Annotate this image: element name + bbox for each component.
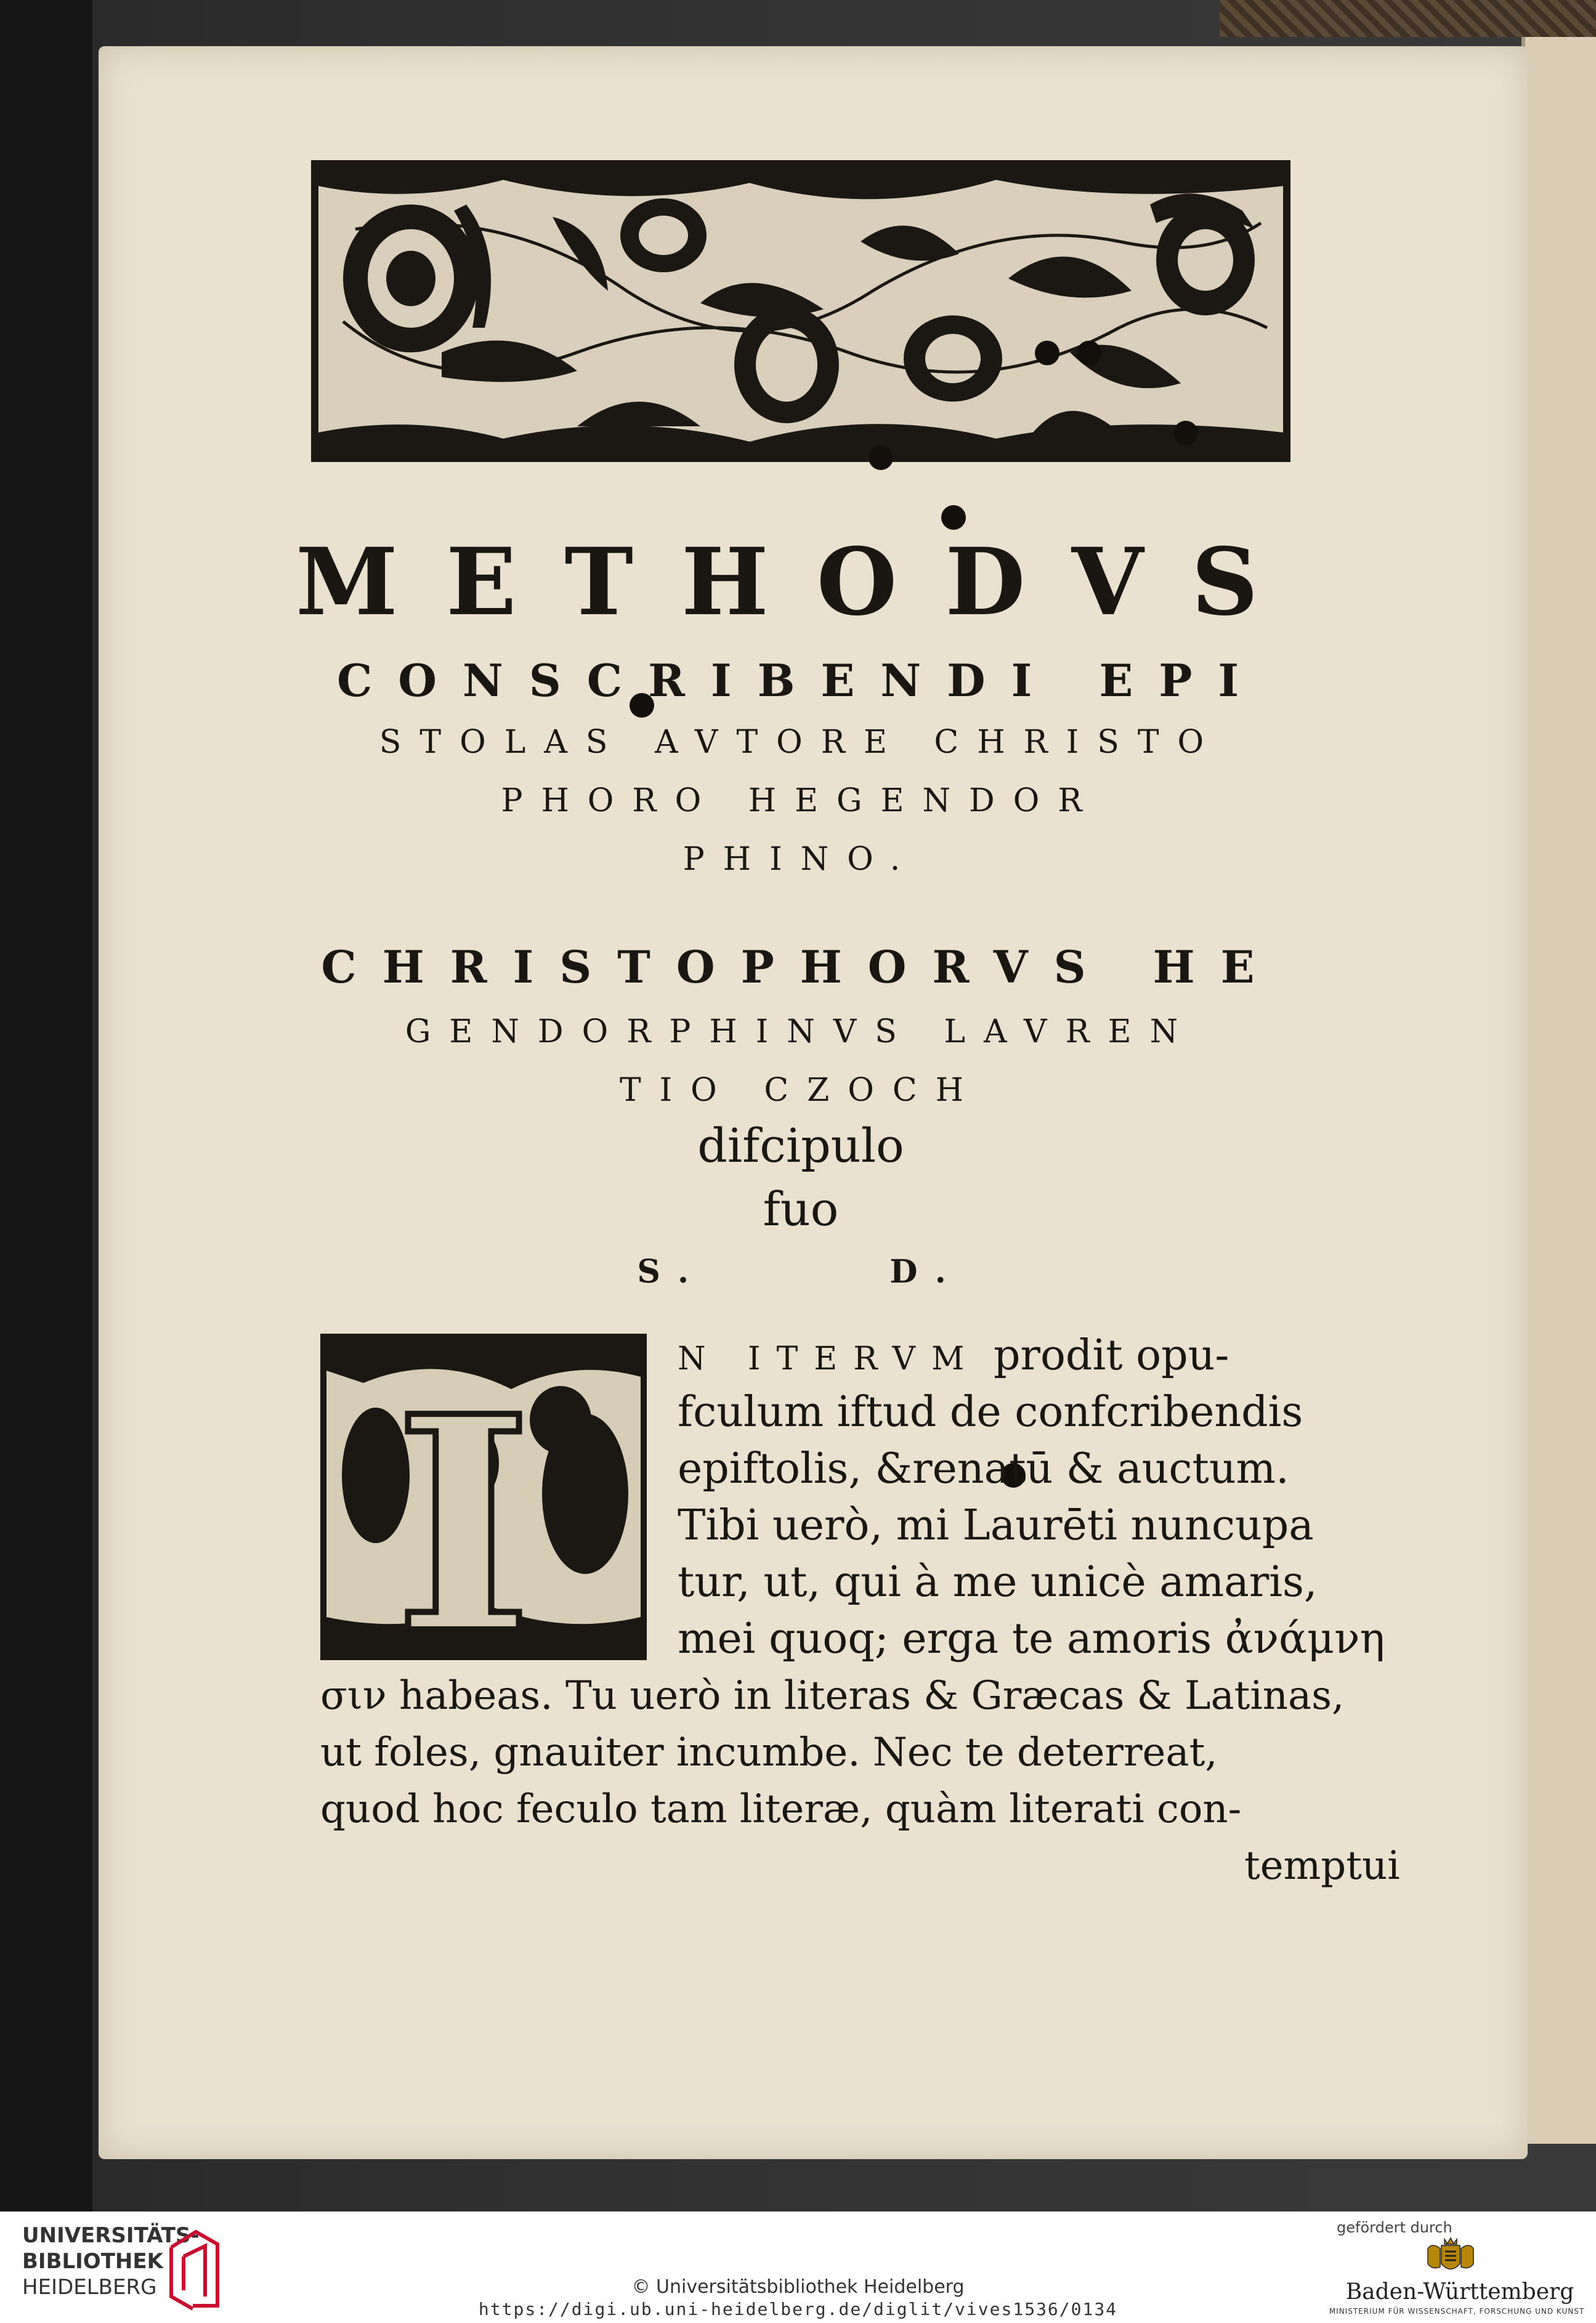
copyright-notice: © Universitätsbibliothek Heidelberg [631, 2276, 965, 2298]
library-name-line-3: HEIDELBERG [22, 2275, 157, 2300]
title-line-3: STOLAS AVTORE CHRISTO [379, 724, 1223, 761]
footer-bar [0, 2212, 1596, 2323]
body-line-1-caps: N ITERVM [678, 1340, 981, 1377]
body-line-2: fculum iftud de confcribendis [678, 1388, 1303, 1437]
wormhole [869, 445, 893, 470]
library-name-line-1: UNIVERSITÄTS- [22, 2223, 200, 2248]
dedication-line-2: GENDORPHINVS LAVREN [405, 1013, 1197, 1050]
dedication-line-1: CHRISTOPHORVS HE [321, 941, 1281, 993]
woodcut-border-illustration [311, 160, 1290, 462]
body-line-1 [678, 1328, 1229, 1387]
sd-d: D. [889, 1253, 965, 1291]
wormhole [1173, 421, 1198, 445]
catchword: temptui [1244, 1843, 1400, 1889]
dedication-line-5: fuo [763, 1182, 839, 1236]
facing-page-edge [1521, 37, 1596, 2144]
permalink-url[interactable]: https://digi.ub.uni-heidelberg.de/diglit/vives1536/0134 [478, 2299, 1118, 2319]
body-line-4: Tibi uerò, mi Laurēti nuncupa [678, 1501, 1314, 1550]
initial-letter: I [394, 1352, 533, 1654]
book-cover-board [0, 0, 92, 2212]
body-line-6: mei quoq; erga te amoris ἀνάμνη [678, 1615, 1385, 1663]
sd-s: S. [637, 1253, 708, 1291]
title-line-2: CONSCRIBENDI EPI [336, 654, 1265, 707]
library-name-line-2: BIBLIOTHEK [22, 2249, 163, 2274]
funded-by-label: gefördert durch [1337, 2219, 1452, 2236]
wormhole [941, 505, 966, 530]
title-line-5: PHINO. [683, 841, 919, 878]
binding-cloth [1220, 0, 1596, 37]
wormhole [1077, 341, 1101, 365]
body-line-9: quod hoc feculo tam literæ, quàm literati con- [320, 1786, 1242, 1832]
body-line-1-rest: prodit opu- [993, 1331, 1229, 1380]
book-page [99, 46, 1528, 2159]
dedication-line-3: TIO CZOCH [619, 1072, 982, 1109]
decorated-initial [320, 1334, 647, 1660]
funder-ministry: MINISTERIUM FÜR WISSENSCHAFT, FORSCHUNG UND KUNST [1329, 2307, 1585, 2316]
body-line-3: epiftolis, &renatū & auctum. [678, 1445, 1289, 1493]
baden-wuerttemberg-crest-icon [1423, 2236, 1478, 2279]
title-methodus: METHODVS [296, 528, 1306, 636]
funder-name: Baden-Württemberg [1345, 2279, 1574, 2305]
wormhole [1035, 341, 1059, 365]
body-line-8: ut foles, gnauiter incumbe. Nec te deterreat, [320, 1730, 1218, 1775]
salutem-dicit [296, 1244, 1306, 1300]
body-line-5: tur, ut, qui à me unicè amaris, [678, 1558, 1318, 1607]
body-line-7: σιν habeas. Tu uerò in literas & Græcas & Latinas, [320, 1673, 1345, 1719]
dedication-line-4: difcipulo [697, 1118, 904, 1173]
title-line-4: PHORO HEGENDOR [501, 782, 1101, 819]
